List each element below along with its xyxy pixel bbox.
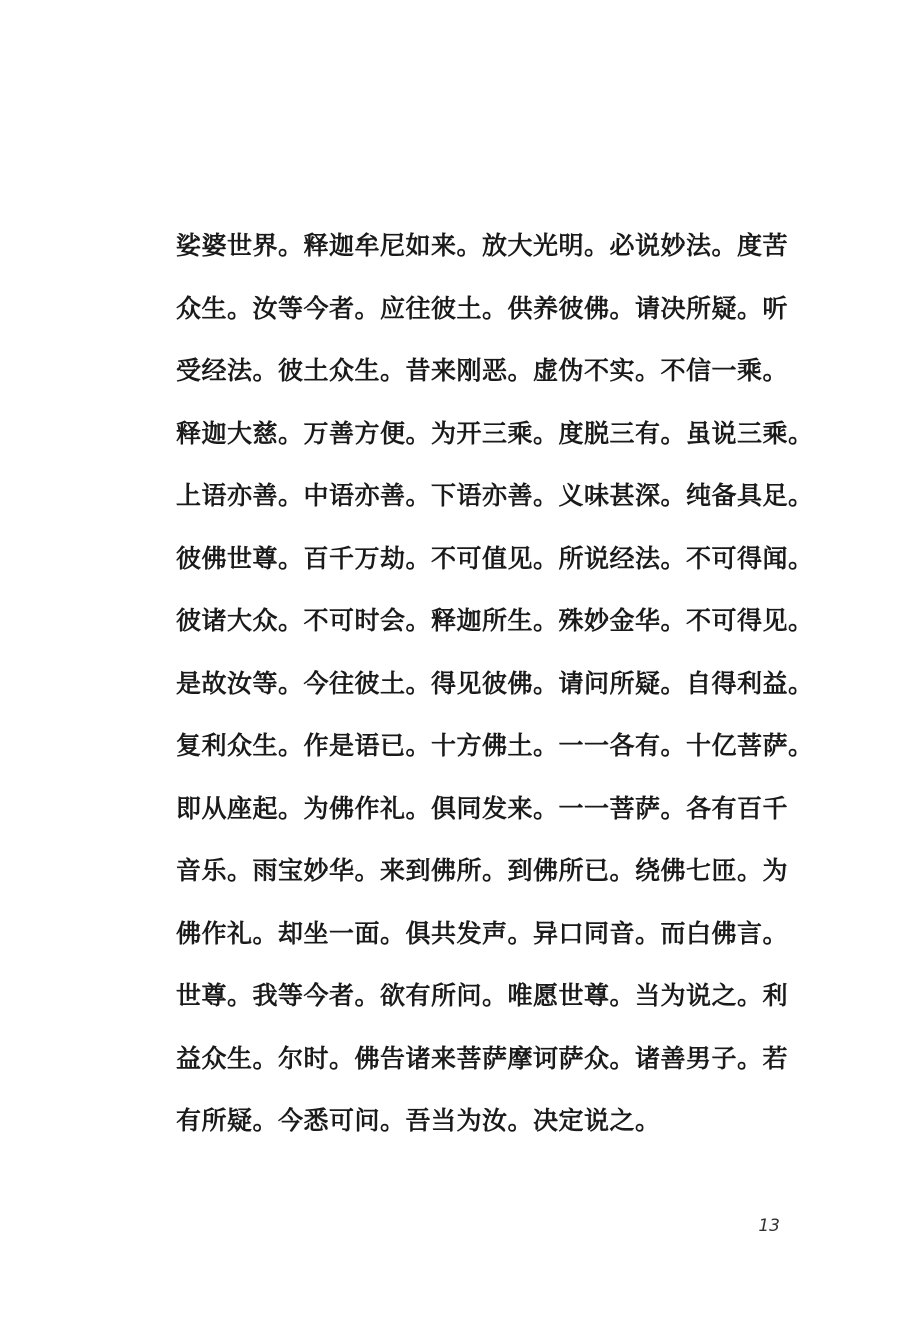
text-line: 上语亦善。中语亦善。下语亦善。义味甚深。纯备具足。 <box>176 481 814 510</box>
text-line: 众生。汝等今者。应往彼土。供养彼佛。请决所疑。听 <box>176 293 789 323</box>
text-line: 佛作礼。却坐一面。俱共发声。异口同音。而白佛言。 <box>176 918 789 948</box>
text-line: 是故汝等。今往彼土。得见彼佛。请问所疑。自得利益。 <box>176 668 814 698</box>
text-line: 即从座起。为佛作礼。俱同发来。一一菩萨。各有百千 <box>176 793 789 823</box>
text-line: 益众生。尔时。佛告诸来菩萨摩诃萨众。诸善男子。若 <box>176 1043 789 1073</box>
text-line: 释迦大慈。万善方便。为开三乘。度脱三有。虽说三乘。 <box>176 418 814 448</box>
page-number: 13 <box>758 1216 780 1236</box>
text-line: 彼诸大众。不可时会。释迦所生。殊妙金华。不可得见。 <box>176 606 814 635</box>
text-line: 彼佛世尊。百千万劫。不可值见。所说经法。不可得闻。 <box>176 543 814 573</box>
text-line: 世尊。我等今者。欲有所问。唯愿世尊。当为说之。利 <box>176 981 789 1010</box>
text-line: 音乐。雨宝妙华。来到佛所。到佛所已。绕佛七匝。为 <box>176 856 789 885</box>
text-line: 娑婆世界。释迦牟尼如来。放大光明。必说妙法。度苦 <box>176 231 789 260</box>
text-line: 受经法。彼土众生。昔来刚恶。虚伪不实。不信一乘。 <box>176 356 789 385</box>
body-text <box>176 226 814 1164</box>
text-line: 有所疑。今悉可问。吾当为汝。决定说之。 <box>176 1106 661 1135</box>
text-line: 复利众生。作是语已。十方佛土。一一各有。十亿菩萨。 <box>176 731 814 760</box>
